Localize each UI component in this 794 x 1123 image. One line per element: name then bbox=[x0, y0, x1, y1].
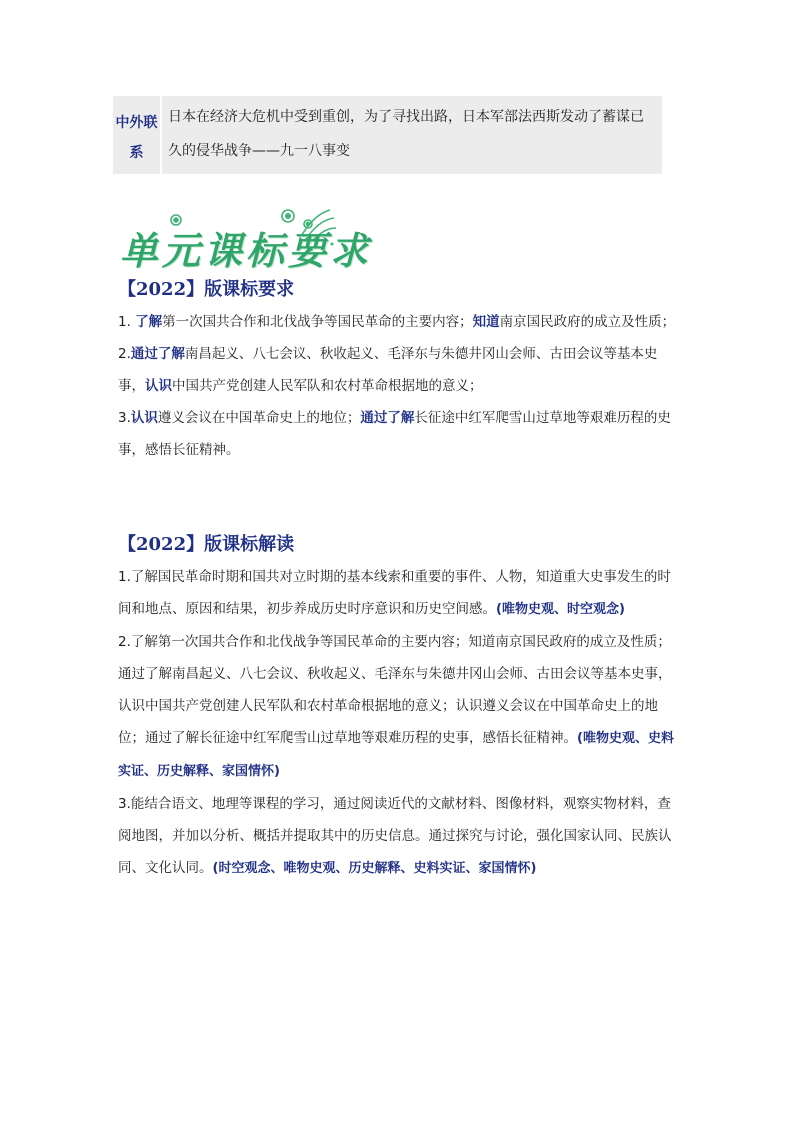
item-text: 长征途中红军爬雪山过草地等艰难历程的史事，感悟长征精神。 bbox=[118, 410, 671, 458]
item-text: 2.了解第一次国共合作和北伐战争等国民革命的主要内容；知道南京国民政府的成立及性质；通过了解南昌起义、八七会议、秋收起义、毛泽东与朱德井冈山会师、古田会议等基本史事，认识中国共产党创建人民军队和农村革命根据地的意义；认识遵义会议在中国革命史上的地位；通过了解长征途中红军爬雪山过草地等艰难历程的史事，感悟长征精神。 bbox=[118, 634, 672, 746]
item-text: 2. bbox=[118, 346, 131, 362]
intl-connection-label: 中外联系 bbox=[113, 96, 161, 174]
interpretation-item bbox=[118, 626, 678, 788]
item-text: 南昌起义、八七会议、秋收起义、毛泽东与朱德井冈山会师、古田会议等基本史事， bbox=[118, 346, 658, 394]
interpretation-item bbox=[118, 788, 678, 885]
interpretation-item bbox=[118, 561, 678, 626]
item-text: 1. bbox=[118, 314, 136, 330]
banner-title: 单元课标要求 bbox=[120, 228, 373, 273]
literacy-tag: (唯物史观、史料实证、历史解释、家国情怀) bbox=[118, 731, 674, 779]
standards-requirement-section bbox=[118, 276, 678, 466]
requirement-item bbox=[118, 306, 678, 338]
unit-standards-banner bbox=[118, 206, 373, 273]
requirement-item bbox=[118, 338, 678, 402]
item-text: 1.了解国民革命时期和国共对立时期的基本线索和重要的事件、人物，知道重大史事发生的时间和地点、原因和结果，初步养成历史时序意识和历史空间感。 bbox=[118, 569, 671, 617]
key-verb: 知道 bbox=[472, 314, 500, 330]
item-text: 第一次国共合作和北伐战争等国民革命的主要内容； bbox=[162, 314, 473, 330]
interpretation-title: 【2022】版课标解读 bbox=[118, 534, 295, 555]
key-verb: 认识 bbox=[145, 378, 172, 394]
item-text: 中国共产党创建人民军队和农村革命根据地的意义； bbox=[172, 378, 483, 394]
requirement-item bbox=[118, 402, 678, 466]
key-verb: 认识 bbox=[130, 410, 158, 426]
item-text: 遵义会议在中国革命史上的地位； bbox=[157, 410, 361, 426]
intl-connection-text: 日本在经济大危机中受到重创，为了寻找出路，日本军部法西斯发动了蓄谋已久的侵华战争——九一八事变 bbox=[168, 109, 644, 159]
item-text: 3.能结合语文、地理等课程的学习，通过阅读近代的文献材料、图像材料，观察实物材料，查阅地图，并加以分析、概括并提取其中的历史信息。通过探究与讨论，强化国家认同、民族认同、文化认同。 bbox=[118, 796, 672, 876]
intl-connection-table bbox=[113, 96, 662, 174]
literacy-tag: (唯物史观、时空观念) bbox=[496, 602, 625, 617]
literacy-tag: (时空观念、唯物史观、历史解释、史料实证、家国情怀) bbox=[212, 861, 537, 876]
key-verb: 了解 bbox=[135, 314, 163, 330]
item-text: 3. bbox=[118, 410, 131, 426]
key-verb: 通过了解 bbox=[130, 346, 185, 362]
item-text: 南京国民政府的成立及性质； bbox=[499, 314, 676, 330]
requirement-title: 【2022】版课标要求 bbox=[118, 279, 295, 300]
key-verb: 通过了解 bbox=[360, 410, 415, 426]
standards-interpretation-section bbox=[118, 531, 678, 885]
